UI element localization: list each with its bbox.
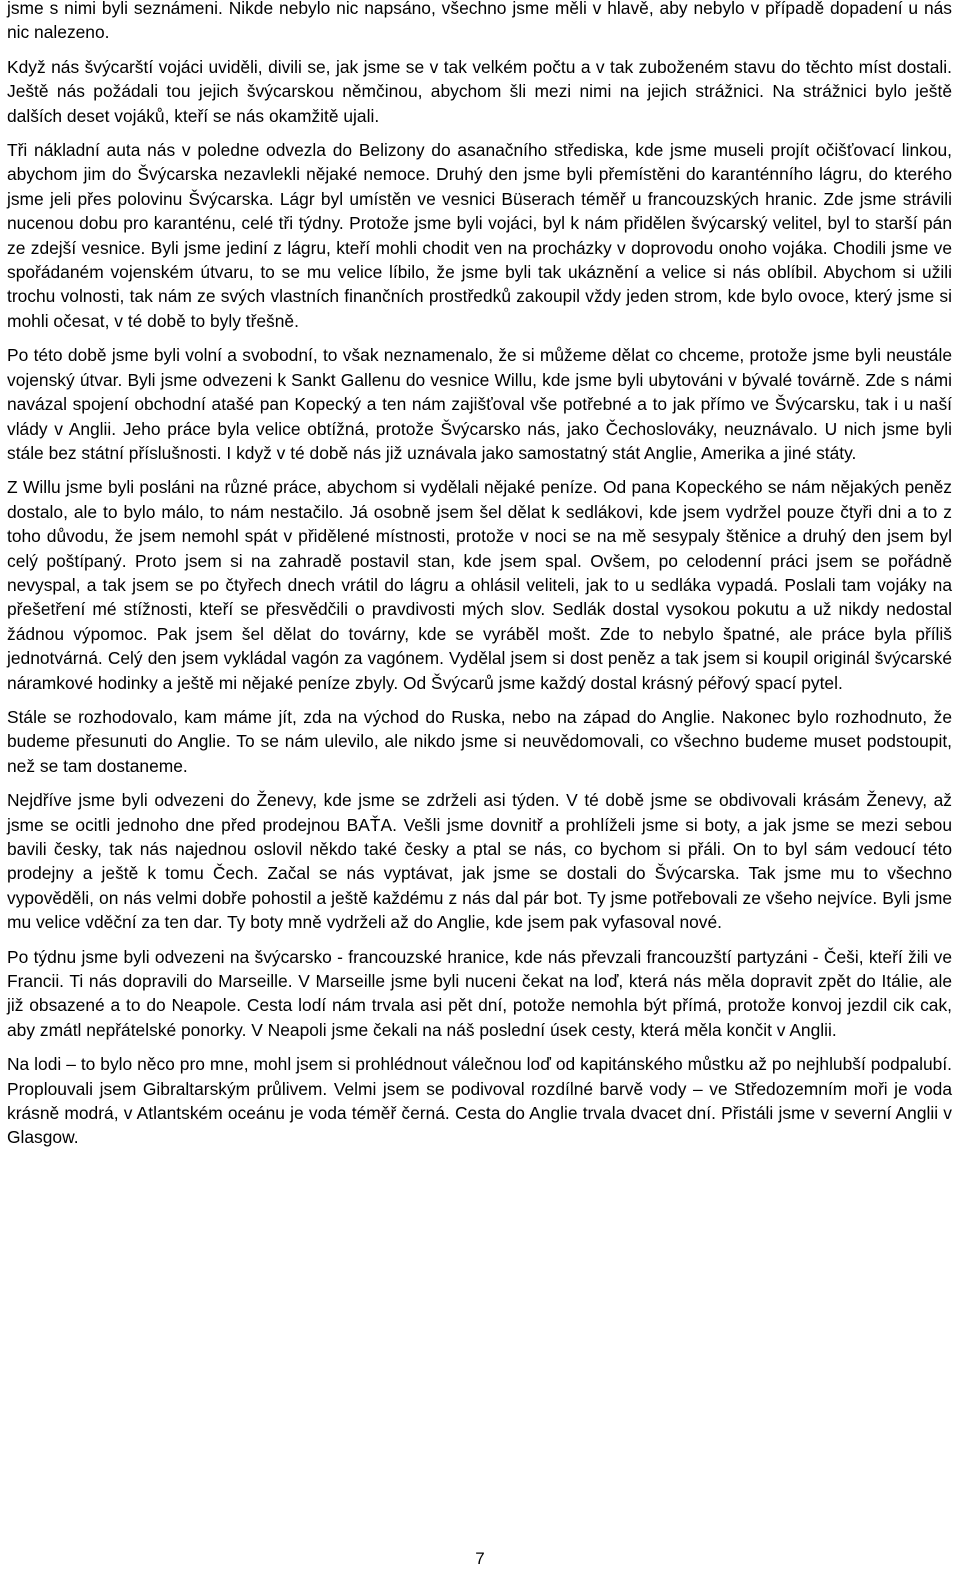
paragraph: Po týdnu jsme byli odvezeni na švýcarsko - francouzské hranice, kde nás převzali francouzští partyzáni - Češi, kteří žili ve Francii. Ti nás dopravili do Marseille. V Marseille jsme byli nuceni čekat na loď, která nás měla dopravit zpět do Itálie, ale již obsazené a to do Neapole. Cesta lodí nám trvala asi pět dní, potože nemohla být přímá, protože konvoj jezdil cik cak, aby zmátl nepřátelské ponorky. V Neapoli jsme čekali na náš poslední úsek cesty, která měla končit v Anglii. <box>7 946 952 1040</box>
paragraph: Po této době jsme byli volní a svobodní, to však neznamenalo, že si můžeme dělat co chceme, protože jsme byli neustále vojenský útvar. Byli jsme odvezeni k Sankt Gallenu do vesnice Willu, kde jsme byli ubytováni v bývalé továrně. Zde s námi navázal spojení obchodní atašé pan Kopecký a ten nám zajišťoval vše potřebné a to jak přímo ve Švýcarsku, tak i u naší vlády v Anglii. Jeho práce byla velice obtížná, protože Švýcarsko nás, jako Čechoslováky, neuznávalo. U nich jsme byli stále bez státní příslušnosti. I když v té době nás již uznávala jako samostatný stát Anglie, Amerika a jiné státy. <box>7 345 952 463</box>
paragraph: Když nás švýcarští vojáci uviděli, divili se, jak jsme se v tak velkém počtu a v tak zuboženém stavu do těchto míst dostali. Ještě nás požádali tou jejich švýcarskou němčinou, abychom šli mezi nimi na jejich strážnici. Na strážnici bylo ještě dalších deset vojáků, kteří se nás okamžitě ujali. <box>7 56 952 126</box>
paragraph: Z Willu jsme byli posláni na různé práce, abychom si vydělali nějaké peníze. Od pana Kopeckého se nám nějakých peněz dostalo, ale to bylo málo, to nám nestačilo. Já osobně jsem šel dělat k sedlákovi, kde jsem vydržel pouze čtyři dni a to z toho důvodu, že jsem nemohl spát v přidělené místnosti, protože v noci se na mě sesypaly štěnice a druhý den jsem byl celý poštípaný. Proto jsem si na zahradě postavil stan, kde jsem spal. Ovšem, po celodenní práci jsem se pořádně nevyspal, a tak jsem se po čtyřech dnech vrátil do lágru a ohlásil veliteli, jak to u sedláka vypadá. Poslali tam vojáky na přešetření mé stížnosti, kteří se přesvědčili o pravdivosti mých slov. Sedlák dostal vysokou pokutu a už nikdy nedostal žádnou výpomoc. Pak jsem šel dělat do továrny, kde se vyráběl mošt. Zde to nebylo špatné, ale práce byla příliš jednotvárná. Celý den jsem vykládal vagón za vagónem. Vydělal jsem si dost peněz a tak jsem si koupil originál švýcarské náramkové hodinky a ještě mi nějaké peníze zbyly. Od Švýcarů jsme každý dostal krásný péřový spací pytel. <box>7 477 952 693</box>
paragraph: Tři nákladní auta nás v poledne odvezla do Belizony do asanačního střediska, kde jsme museli projít očišťovací linkou, abychom jim do Švýcarska nezavlekli nějaké nemoce. Druhý den jsme byli přemístěni do karanténního lágru, do kterého jsme jeli přes polovinu Švýcarska. Lágr byl umístěn ve vesnici Büserach téměř u francouzských hranic. Zde jsme strávili nucenou dobu pro karanténu, celé tři týdny. Protože jsme byli vojáci, byl k nám přidělen švýcarský velitel, byl to starší pán ze zdejší vesnice. Byli jsme jediní z lágru, kteří mohli chodit ven na procházky v doprovodu onoho vojáka. Chodili jsme ve spořádaném vojenském útvaru, to se mu velice líbilo, že jsme byli tak ukáznění a velice si nás oblíbil. Abychom si užili trochu volnosti, tak nám ze svých vlastních finančních prostředků zakoupil vždy jeden strom, kde bylo ovoce, který jsme si mohli očesat, v té době to byly třešně. <box>7 140 952 331</box>
page-number: 7 <box>475 1549 485 1568</box>
paragraph: Stále se rozhodovalo, kam máme jít, zda na východ do Ruska, nebo na západ do Anglie. Nakonec bylo rozhodnuto, že budeme přesunuti do Anglie. To se nám ulevilo, ale nikdo jsme si neuvědomovali, co všechno budeme muset podstoupit, než se tam dostaneme. <box>7 706 952 776</box>
paragraph: Na lodi – to bylo něco pro mne, mohl jsem si prohlédnout válečnou loď od kapitánského můstku až po nejhlubší podpalubí. Proplouvali jsem Gibraltarským průlivem. Velmi jsem se podivoval rozdílné barvě vody – ve Středozemním moři je voda krásně modrá, v Atlantském oceánu je voda téměř černá. Cesta do Anglie trvala dvacet dní. Přistáli jsme v severní Anglii v Glasgow. <box>7 1054 952 1148</box>
paragraph: Nejdříve jsme byli odvezeni do Ženevy, kde jsme se zdrželi asi týden. V té době jsme se obdivovali krásám Ženevy, až jsme se ocitli jednoho dne před prodejnou BAŤA. Vešli jsme dovnitř a prohlíželi jsme si boty, a jak jsme se mezi sebou bavili česky, tak nás najednou oslovil někdo také česky a ptal se nás, co bychom si přáli. On to byl sám vedoucí této prodejny a ještě k tomu Čech. Začal se nás vyptávat, jak jsme se dostali do Švýcarska. Tak jsme mu to všechno vypověděli, on nás velmi dobře pohostil a ještě každému z nás dal pár bot. Ty jsme potřebovali ze všeho nejvíce. Byli jsme mu velice vděční za ten dar. Ty boty mně vydrželi až do Anglie, kde jsem pak vyfasoval nové. <box>7 790 952 933</box>
paragraph: jsme s nimi byli seznámeni. Nikde nebylo nic napsáno, všechno jsme měli v hlavě, aby nebylo v případě dopadení u nás nic nalezeno. <box>7 0 952 43</box>
